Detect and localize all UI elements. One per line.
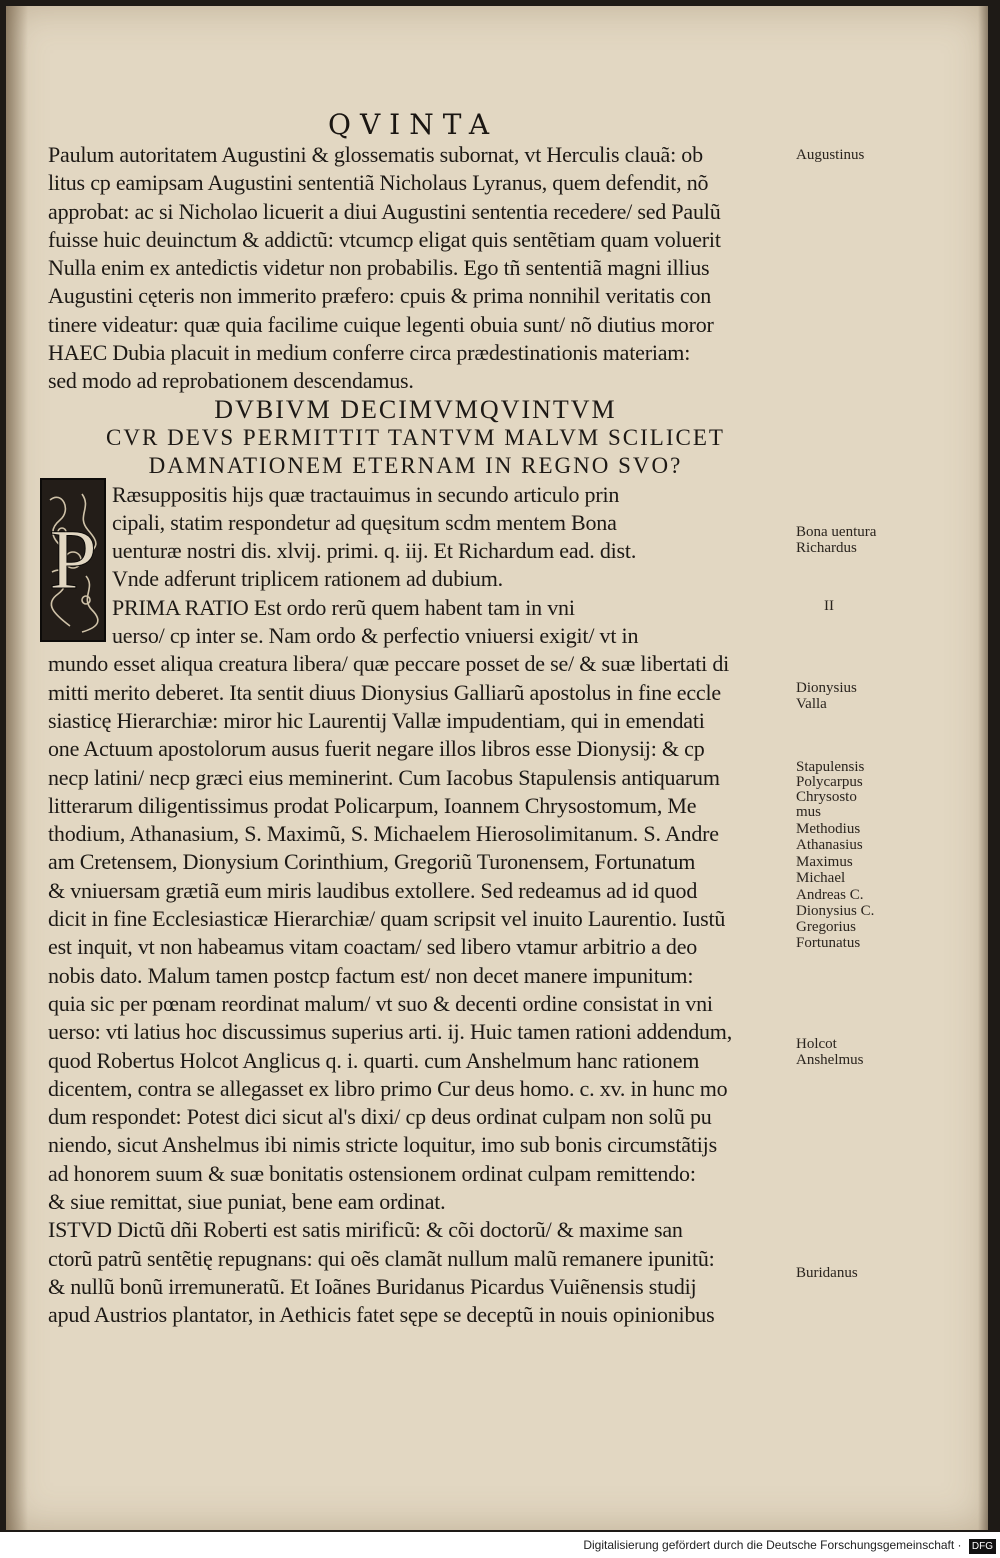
chapter-subtitle-line: CVR DEVS PERMITTIT TANTVM MALVM SCILICET <box>106 424 725 450</box>
text-line: tinere videatur: quæ quia facilime cuique legenti obuia sunt/ nõ diutius moror <box>48 311 714 337</box>
text-line: & vniuersam grætiã eum miris laudibus extollere. Sed redeamus ad id quod <box>48 877 698 903</box>
text-line: dicit in fine Ecclesiasticæ Hierarchiæ/ quam scripsit vel inuito Laurentio. Iustũ <box>48 906 726 932</box>
main-text-block <box>48 141 783 1329</box>
margin-note: Holcot <box>796 1036 837 1052</box>
text-line: uerso/ cp inter se. Nam ordo & perfectio vniuersi exigit/ vt in <box>112 623 639 649</box>
book-page <box>6 6 988 1530</box>
initial-letter: P <box>49 511 97 607</box>
text-line: Ræsuppositis hijs quæ tractauimus in secundo articulo prin <box>112 481 620 507</box>
decorated-initial <box>40 478 106 642</box>
margin-note: Dionysius C. <box>796 903 875 919</box>
text-line: siasticę Hierarchiæ: miror hic Laurentij Vallæ impudentiam, qui in emendati <box>48 707 705 733</box>
margin-note: Stapulensis <box>796 759 865 775</box>
margin-note: Anshelmus <box>796 1052 864 1068</box>
text-line: cipali, statim respondetur ad quęsitum scdm mentem Bona <box>112 509 617 535</box>
margin-note: Polycarpus <box>796 774 863 790</box>
text-line: approbat: ac si Nicholao licuerit a diui Augustini sententia recedere/ sed Paulũ <box>48 198 721 224</box>
text-line: Vnde adferunt triplicem rationem ad dubium. <box>112 566 503 592</box>
margin-note: Buridanus <box>796 1265 858 1281</box>
text-line: mundo esset aliqua creatura libera/ quæ peccare posset de se/ & suæ libertati di <box>48 651 730 677</box>
margin-note: Dionysius <box>796 680 857 696</box>
text-line: ISTVD Dictũ dñi Roberti est satis mirificũ: & cõi doctorũ/ & maxime san <box>48 1217 683 1243</box>
margin-note: Valla <box>796 696 827 712</box>
text-line: & siue remittat, siue puniat, bene eam ordinat. <box>48 1188 446 1214</box>
digitization-credit <box>0 1532 1000 1558</box>
text-line: & nullũ bonũ irremuneratũ. Et Ioãnes Buridanus Picardus Vuiẽnensis studij <box>48 1273 697 1299</box>
chapter-title: DVBIVM DECIMVMQVINTVM <box>214 395 617 424</box>
text-line: ctorũ patrũ sentẽtię repugnans: qui oẽs clamãt nullum malũ remanere ipunitũ: <box>48 1245 715 1271</box>
text-line: Augustini cęteris non immerito præfero: cpuis & prima nonnihil veritatis con <box>48 283 712 309</box>
margin-note: Bona uentura <box>796 524 877 540</box>
text-line: dicentem, contra se allegasset ex libro primo Cur deus homo. c. xv. in hunc mo <box>48 1075 728 1101</box>
margin-note: Chrysosto <box>796 789 857 805</box>
text-line: litterarum diligentissimus prodat Policarpum, Ioannem Chrysostomum, Me <box>48 792 697 818</box>
margin-note: mus <box>796 804 822 820</box>
margin-note: Methodius <box>796 821 861 837</box>
text-line: HAEC Dubia placuit in medium conferre circa prædestinationis materiam: <box>48 340 691 366</box>
text-line: one Actuum apostolorum ausus fuerit negare illos libros esse Dionysij: & cp <box>48 736 705 762</box>
text-line: am Cretensem, Dionysium Corinthium, Gregoriũ Turonensem, Fortunatum <box>48 849 696 875</box>
text-line: necp latini/ necp græci eius meminerint. Cum Iacobus Stapulensis antiquarum <box>48 764 720 790</box>
text-line: dum respondet: Potest dici sicut al's dixi/ cp deus ordinat culpam non solũ pu <box>48 1104 712 1130</box>
margin-note: Gregorius <box>796 919 856 935</box>
chapter-subtitle-line: DAMNATIONEM ETERNAM IN REGNO SVO? <box>148 453 683 479</box>
text-line: thodium, Athanasium, S. Maximũ, S. Michaelem Hierosolimitanum. S. Andre <box>48 821 719 847</box>
text-line: fuisse huic deuinctum & addictũ: vtcumcp eligat quis sentẽtiam quam voluerit <box>48 226 721 252</box>
text-line: apud Austrios plantator, in Aethicis fatet sępe se deceptũ in nouis opinionibus <box>48 1302 715 1328</box>
text-line: Paulum autoritatem Augustini & glossematis subornat, vt Herculis clauã: ob <box>48 142 703 167</box>
margin-note: Michael <box>796 870 846 886</box>
margin-note: II <box>824 598 834 614</box>
text-line: uerso: vti latius hoc discussimus superius arti. ij. Huic tamen rationi addendum, <box>48 1019 733 1045</box>
text-line: niendo, sicut Anshelmus ibi nimis stricte loquitur, imo sub bonis circumstãtijs <box>48 1132 717 1158</box>
margin-note: Augustinus <box>796 147 865 163</box>
text-line: Nulla enim ex antedictis videtur non probabilis. Ego tñ sententiã magni illius <box>48 255 710 281</box>
margin-note: Andreas C. <box>796 887 864 903</box>
margin-note: Maximus <box>796 854 853 870</box>
text-line: nobis dato. Malum tamen postcp factum est/ non decet manere impunitum: <box>48 962 694 988</box>
text-line: mitti merito deberet. Ita sentit diuus Dionysius Galliarũ apostolus in fine eccle <box>48 679 721 705</box>
text-line: ad honorem suum & suæ bonitatis ostensionem ordinat culpam remittendo: <box>48 1160 696 1186</box>
text-line: est inquit, vt non habeamus vitam coactam/ sed libero vtamur arbitrio a deo <box>48 934 698 960</box>
dfg-logo: DFG <box>969 1539 996 1554</box>
margin-note: Fortunatus <box>796 935 861 951</box>
margin-note: Athanasius <box>796 837 863 853</box>
credit-text: Digitalisierung gefördert durch die Deutsche Forschungsgemeinschaft · <box>583 1538 962 1552</box>
text-line: PRIMA RATIO Est ordo rerũ quem habent tam in vni <box>112 594 575 620</box>
text-line: quia sic per pœnam reordinat malum/ vt suo & decenti ordine consistat in vni <box>48 990 713 1016</box>
text-line: sed modo ad reprobationem descendamus. <box>48 368 414 394</box>
running-head: QVINTA <box>328 108 499 141</box>
text-line: quod Robertus Holcot Anglicus q. i. quarti. cum Anshelmum hanc rationem <box>48 1047 700 1073</box>
text-line: litus cp eamipsam Augustini sententiã Nicholaus Lyranus, quem defendit, nõ <box>48 170 709 196</box>
decorated-initial-art <box>42 480 104 640</box>
margin-note: Richardus <box>796 540 857 556</box>
text-line: uenturæ nostri dis. xlvij. primi. q. iij. Et Richardum ead. dist. <box>112 538 637 564</box>
